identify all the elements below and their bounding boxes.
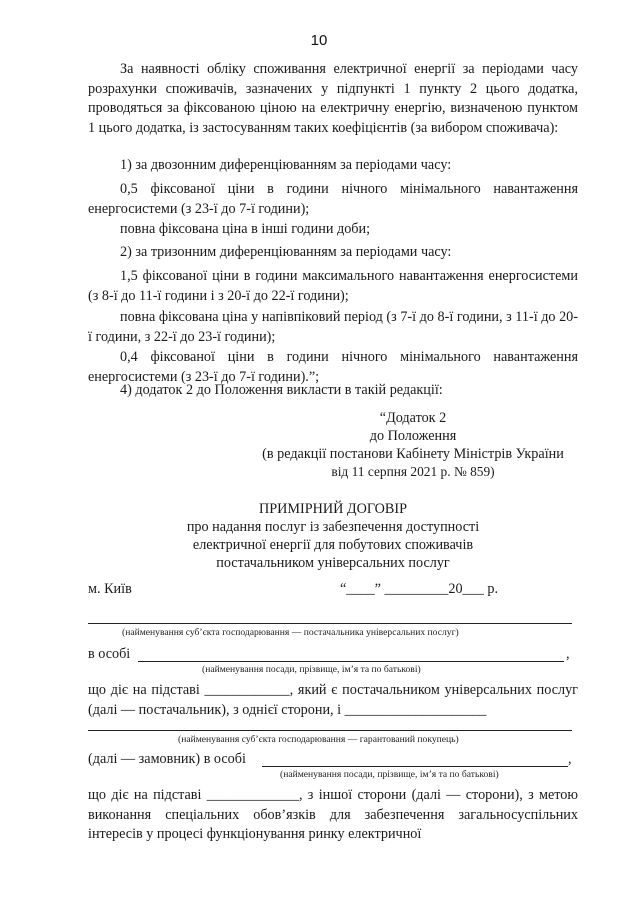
comma: , <box>566 646 570 662</box>
buyer-name-line <box>88 730 572 731</box>
paragraph-three-zone-half-peak: повна фіксована ціна у напівпіковий період (з 7-ї до 8-ї години, з 11-ї до 20-ї години, з 22-ї до 23-ї години); <box>88 309 578 345</box>
representative-line <box>138 661 564 662</box>
paragraph-two-zone: 1) за двозонним диференціюванням за періодами часу: <box>120 157 452 173</box>
paragraph-acts-basis-supplier: що діє на підставі ____________, який є постачальником універсальних послуг (далі — постачальник), з однієї сторони, і ____________________ <box>88 682 578 718</box>
comma-2: , <box>568 751 572 767</box>
page-number: 10 <box>310 32 328 49</box>
caption-supplier: (найменування суб’єкта господарювання — постачальника універсальних послуг) <box>122 627 459 638</box>
contract-title-line2: про надання послуг із забезпечення доступності <box>186 519 480 535</box>
paragraph-two-zone-night: 0,5 фіксованої ціни в години нічного мінімального навантаження енергосистеми (з 23-ї до 7-ї години); <box>88 181 578 217</box>
caption-position: (найменування посади, прізвище, ім’я та по батькові) <box>202 664 421 675</box>
paragraph-three-zone-night: 0,4 фіксованої ціни в години нічного мінімального навантаження енергосистеми (з 23-ї до 7-ї години).”; <box>88 349 578 385</box>
paragraph-three-zone-peak: 1,5 фіксованої ціни в години максимального навантаження енергосистеми (з 8-ї до 11-ї години і з 20-ї до 22-ї години); <box>88 268 578 304</box>
caption-buyer: (найменування суб’єкта господарювання — гарантований покупець) <box>178 734 459 745</box>
paragraph-annex-2: 4) додаток 2 до Положення викласти в такій редакції: <box>120 382 443 398</box>
contract-title-line4: постачальником універсальних послуг <box>216 555 450 571</box>
annex-header-line2: до Положення <box>369 428 457 444</box>
contract-date-field: “____” _________20___ р. <box>340 581 499 597</box>
contract-title-line3: електричної енергії для побутових споживачів <box>192 537 474 553</box>
paragraph-acts-basis-customer: що діє на підставі _____________, з іншої сторони (далі — сторони), з метою виконання спеціальних обов’язків для забезпечення загальносуспільних інтересів у процесі функціонування ринку електричної <box>88 787 578 842</box>
annex-header-line3: (в редакції постанови Кабінету Міністрів України <box>262 446 564 462</box>
paragraph-three-zone: 2) за тризонним диференціюванням за періодами часу: <box>120 244 452 260</box>
contract-title-line1: ПРИМІРНИЙ ДОГОВІР <box>259 501 407 517</box>
annex-header-line1: “Додаток 2 <box>379 410 447 426</box>
city-label: м. Київ <box>88 581 132 597</box>
in-person-label: в особі <box>88 646 131 662</box>
caption-position-2: (найменування посади, прізвище, ім’я та по батькові) <box>280 769 499 780</box>
paragraph-metering: За наявності обліку споживання електричної енергії за періодами часу розрахунки споживачів, зазначених у підпункті 1 пункту 2 цього додатка, проводяться за фіксованою ціною на електричну енергію, визначеною пунктом 1 цього додатка, із застосуванням таких коефіцієнтів (за вибором споживача): <box>88 61 578 136</box>
paragraph-two-zone-full: повна фіксована ціна в інші години доби; <box>120 221 371 237</box>
supplier-name-line <box>88 623 572 624</box>
customer-in-person-label: (далі — замовник) в особі <box>88 751 246 767</box>
customer-representative-line <box>262 766 568 767</box>
annex-header-line4: від 11 серпня 2021 р. № 859) <box>331 464 495 479</box>
